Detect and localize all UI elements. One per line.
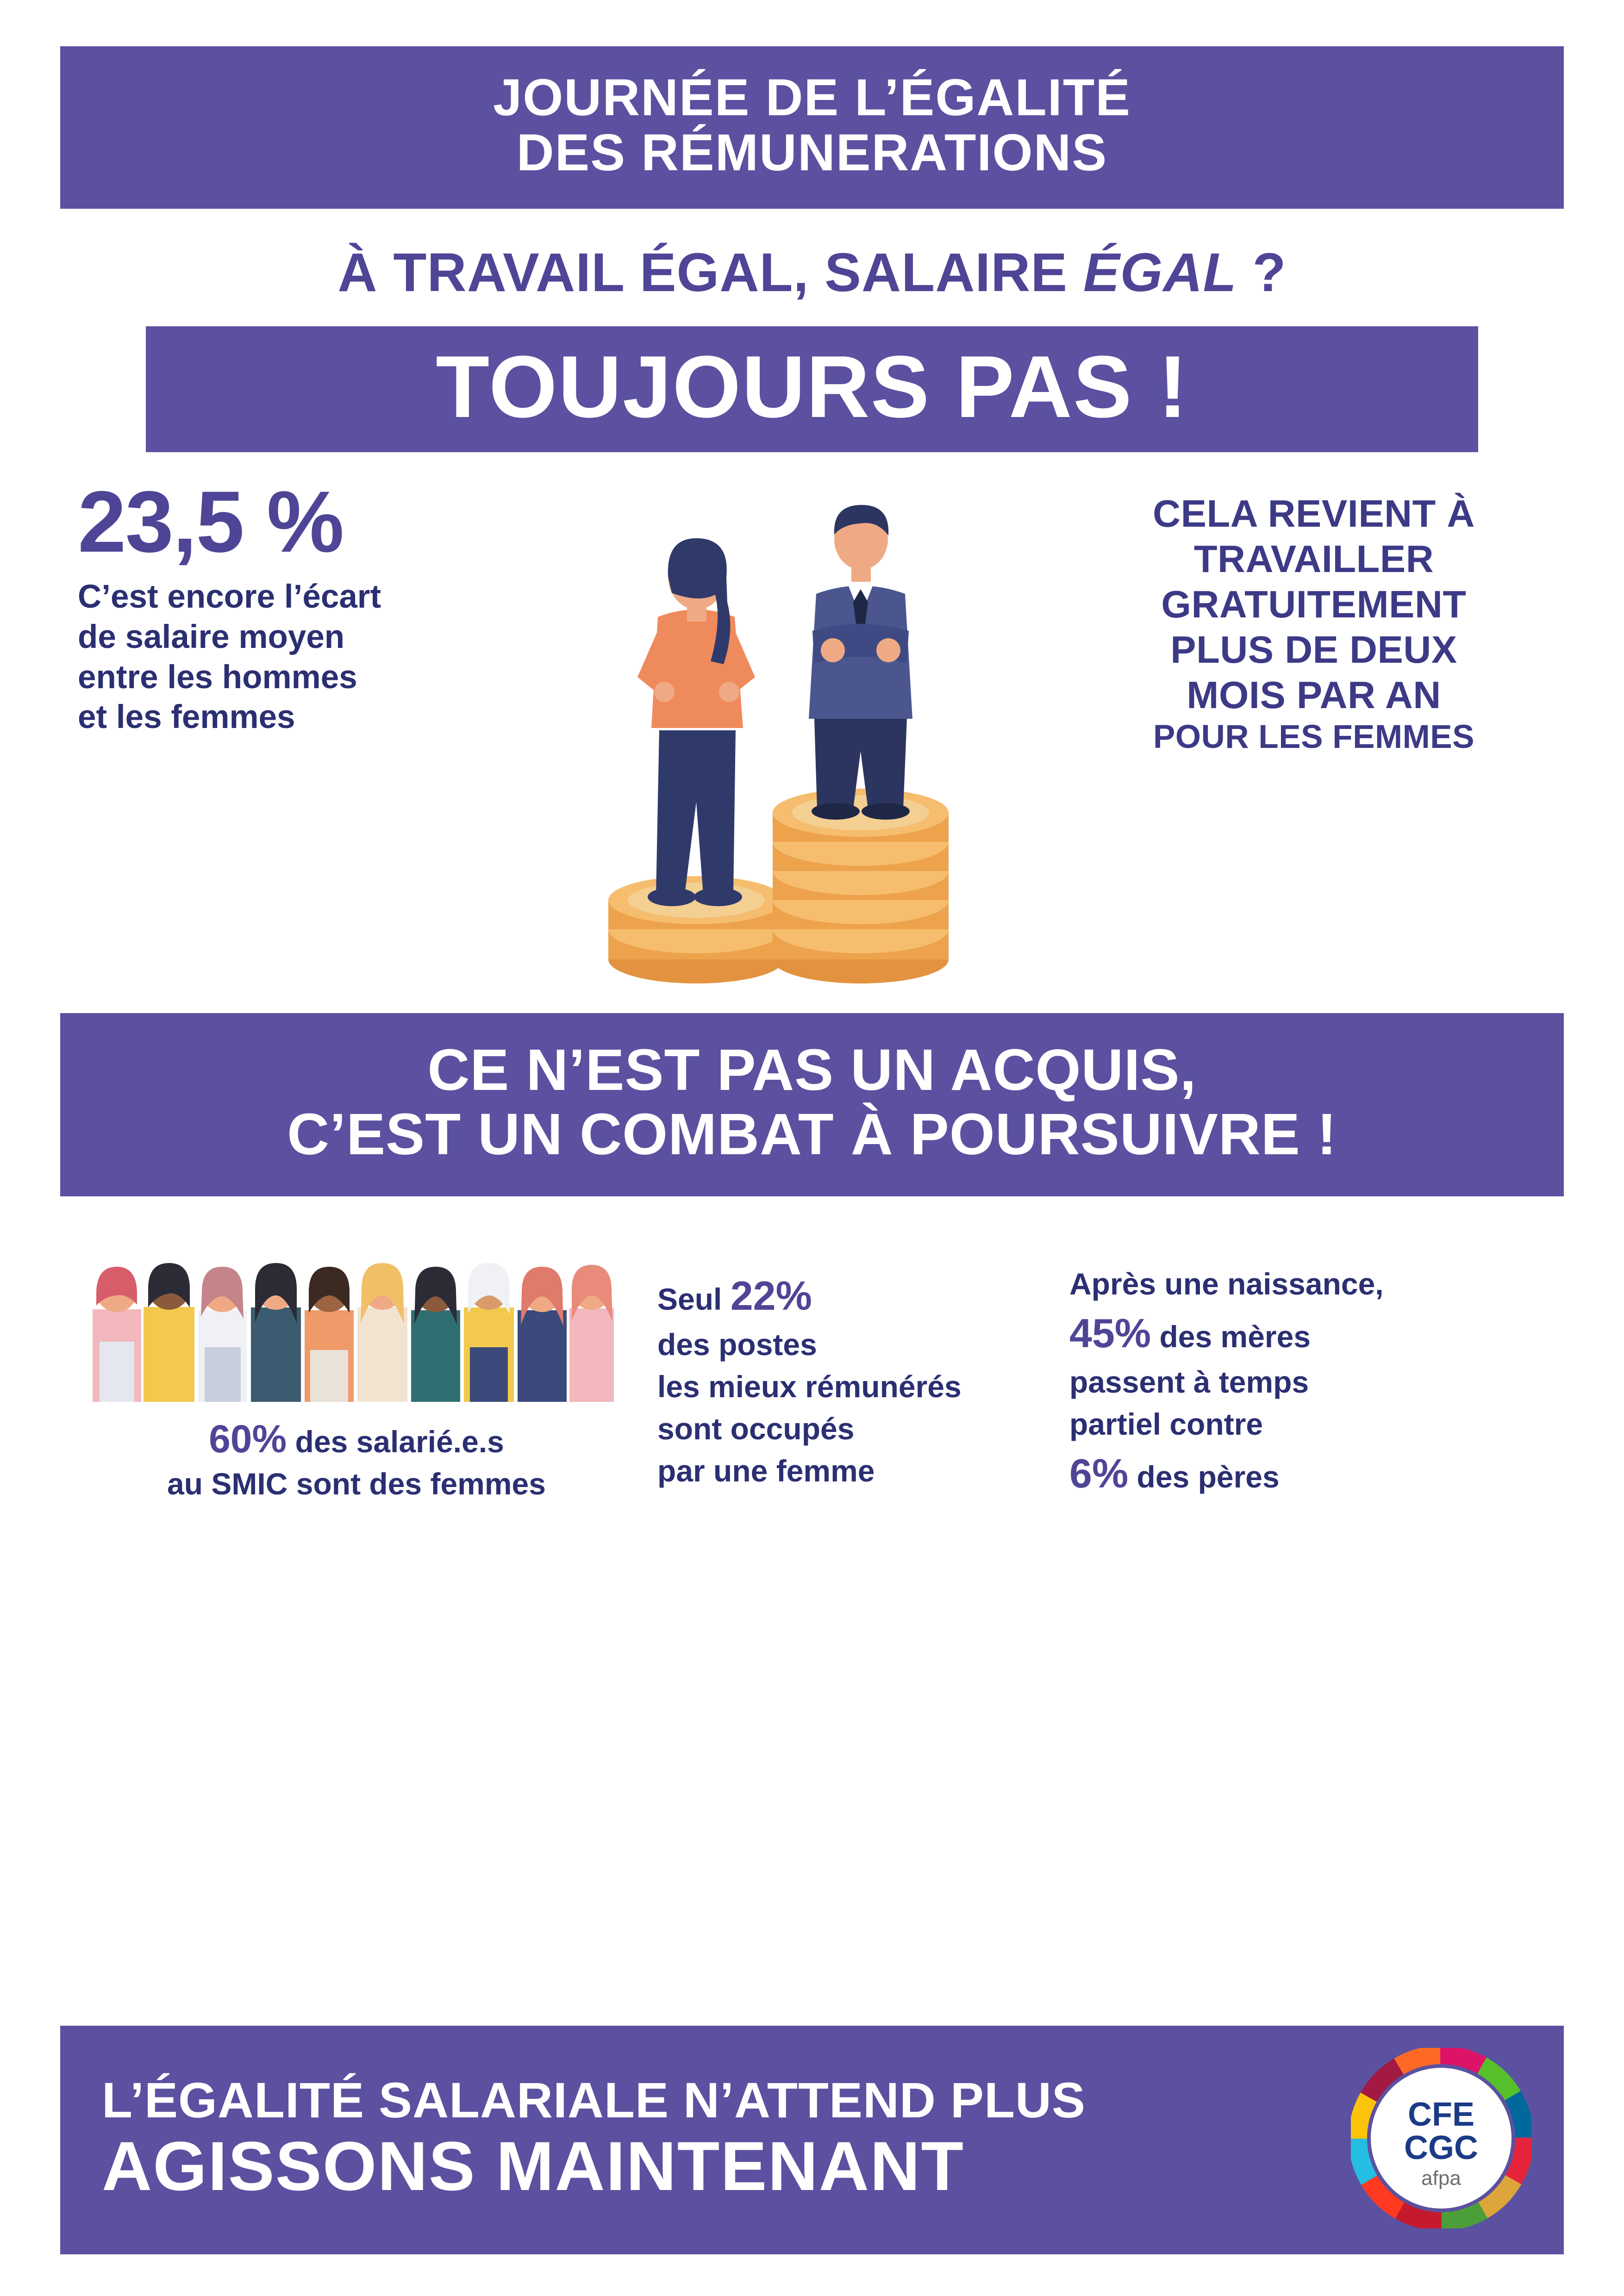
combat-line-2: C’EST UN COMBAT À POURSUIVRE ! <box>287 1101 1337 1167</box>
gap-desc-line-3: entre les hommes <box>78 659 357 696</box>
cfe-cgc-afpa-logo <box>1351 2048 1531 2228</box>
fact-smic-line-1: des salarié.e.s <box>287 1424 504 1459</box>
subtitle-part-2: ? <box>1237 242 1287 304</box>
fact-smic-line-2: au SMIC sont des femmes <box>167 1466 546 1501</box>
right-line-1: CELA REVIENT À <box>1153 492 1475 535</box>
right-line-4: PLUS DE DEUX <box>1170 628 1457 672</box>
header-line-1: JOURNÉE DE L’ÉGALITÉ <box>493 68 1131 126</box>
fact-birth <box>1051 1226 1514 1502</box>
footer-line-2: AGISSONS MAINTENANT <box>102 2127 965 2205</box>
right-line-6: POUR LES FEMMES <box>1153 719 1474 756</box>
highlight-text: TOUJOURS PAS ! <box>436 338 1188 436</box>
header-band <box>60 46 1564 209</box>
footer-line-1: L’ÉGALITÉ SALARIALE N’ATTEND PLUS <box>102 2072 1086 2128</box>
main-section <box>60 209 1564 1006</box>
coin-stack-left <box>608 876 784 983</box>
fact-birth-line-4: partiel contre <box>1069 1407 1263 1442</box>
fact-top-jobs-line-2: des postes <box>657 1327 817 1362</box>
subtitle-part-1: À TRAVAIL ÉGAL, SALAIRE <box>337 242 1083 304</box>
coin-stack-right <box>773 789 949 983</box>
fact-birth-line-3: passent à temps <box>1069 1365 1309 1400</box>
fact-top-jobs-number: 22% <box>730 1272 812 1319</box>
women-group-illustration <box>79 1226 616 1402</box>
fact-top-jobs-line-5: par une femme <box>657 1454 875 1488</box>
coins-illustration-svg <box>528 478 1064 992</box>
gap-desc-line-2: de salaire moyen <box>78 619 345 656</box>
logo-svg <box>1351 2048 1531 2228</box>
fact-birth-line-2: des mères <box>1151 1319 1311 1354</box>
fact-top-jobs-line-4: sont occupés <box>657 1412 855 1446</box>
right-line-3: GRATUITEMENT <box>1161 583 1467 626</box>
facts-section <box>60 1196 1564 1532</box>
woman-figure <box>637 538 755 906</box>
logo-line-1: CFE <box>1408 2096 1474 2133</box>
right-line-2: TRAVAILLER <box>1193 537 1434 581</box>
right-line-5: MOIS PAR AN <box>1187 673 1441 717</box>
combat-line-1: CE N’EST PAS UN ACQUIS, <box>427 1037 1197 1103</box>
logo-line-3: afpa <box>1421 2167 1461 2190</box>
stats-row <box>60 452 1564 1006</box>
women-group-svg <box>79 1226 616 1402</box>
gap-desc-line-4: et les femmes <box>78 699 295 736</box>
highlight-box <box>146 326 1478 452</box>
subtitle-italic: ÉGAL <box>1083 242 1237 304</box>
fact-birth-number-mothers: 45% <box>1069 1310 1151 1356</box>
fact-smic-number: 60% <box>209 1417 287 1461</box>
header-line-2: DES RÉMUNERATIONS <box>516 123 1108 181</box>
combat-band <box>60 1013 1564 1196</box>
footer-text <box>102 2072 1086 2205</box>
fact-top-jobs-prefix: Seul <box>657 1282 731 1316</box>
footer-band <box>60 2026 1564 2254</box>
fact-top-jobs-line-3: les mieux rémunérés <box>657 1369 962 1404</box>
man-figure <box>809 505 912 820</box>
fact-top-jobs <box>639 1226 1046 1493</box>
stats-right <box>1064 478 1564 756</box>
fact-smic-caption <box>79 1414 634 1504</box>
stats-left <box>60 473 528 737</box>
fact-birth-number-fathers: 6% <box>1069 1450 1129 1497</box>
illustration-people-on-coins <box>528 478 1064 992</box>
fact-birth-line-1: Après une naissance, <box>1069 1266 1384 1301</box>
gap-desc-line-1: C’est encore l’écart <box>78 579 381 616</box>
fact-smic <box>65 1226 634 1504</box>
fact-birth-line-5: des pères <box>1128 1460 1280 1494</box>
page-subtitle <box>60 209 1564 326</box>
gap-percent: 23,5 % <box>78 473 344 571</box>
logo-line-2: CGC <box>1404 2129 1478 2166</box>
gap-description <box>78 577 528 737</box>
